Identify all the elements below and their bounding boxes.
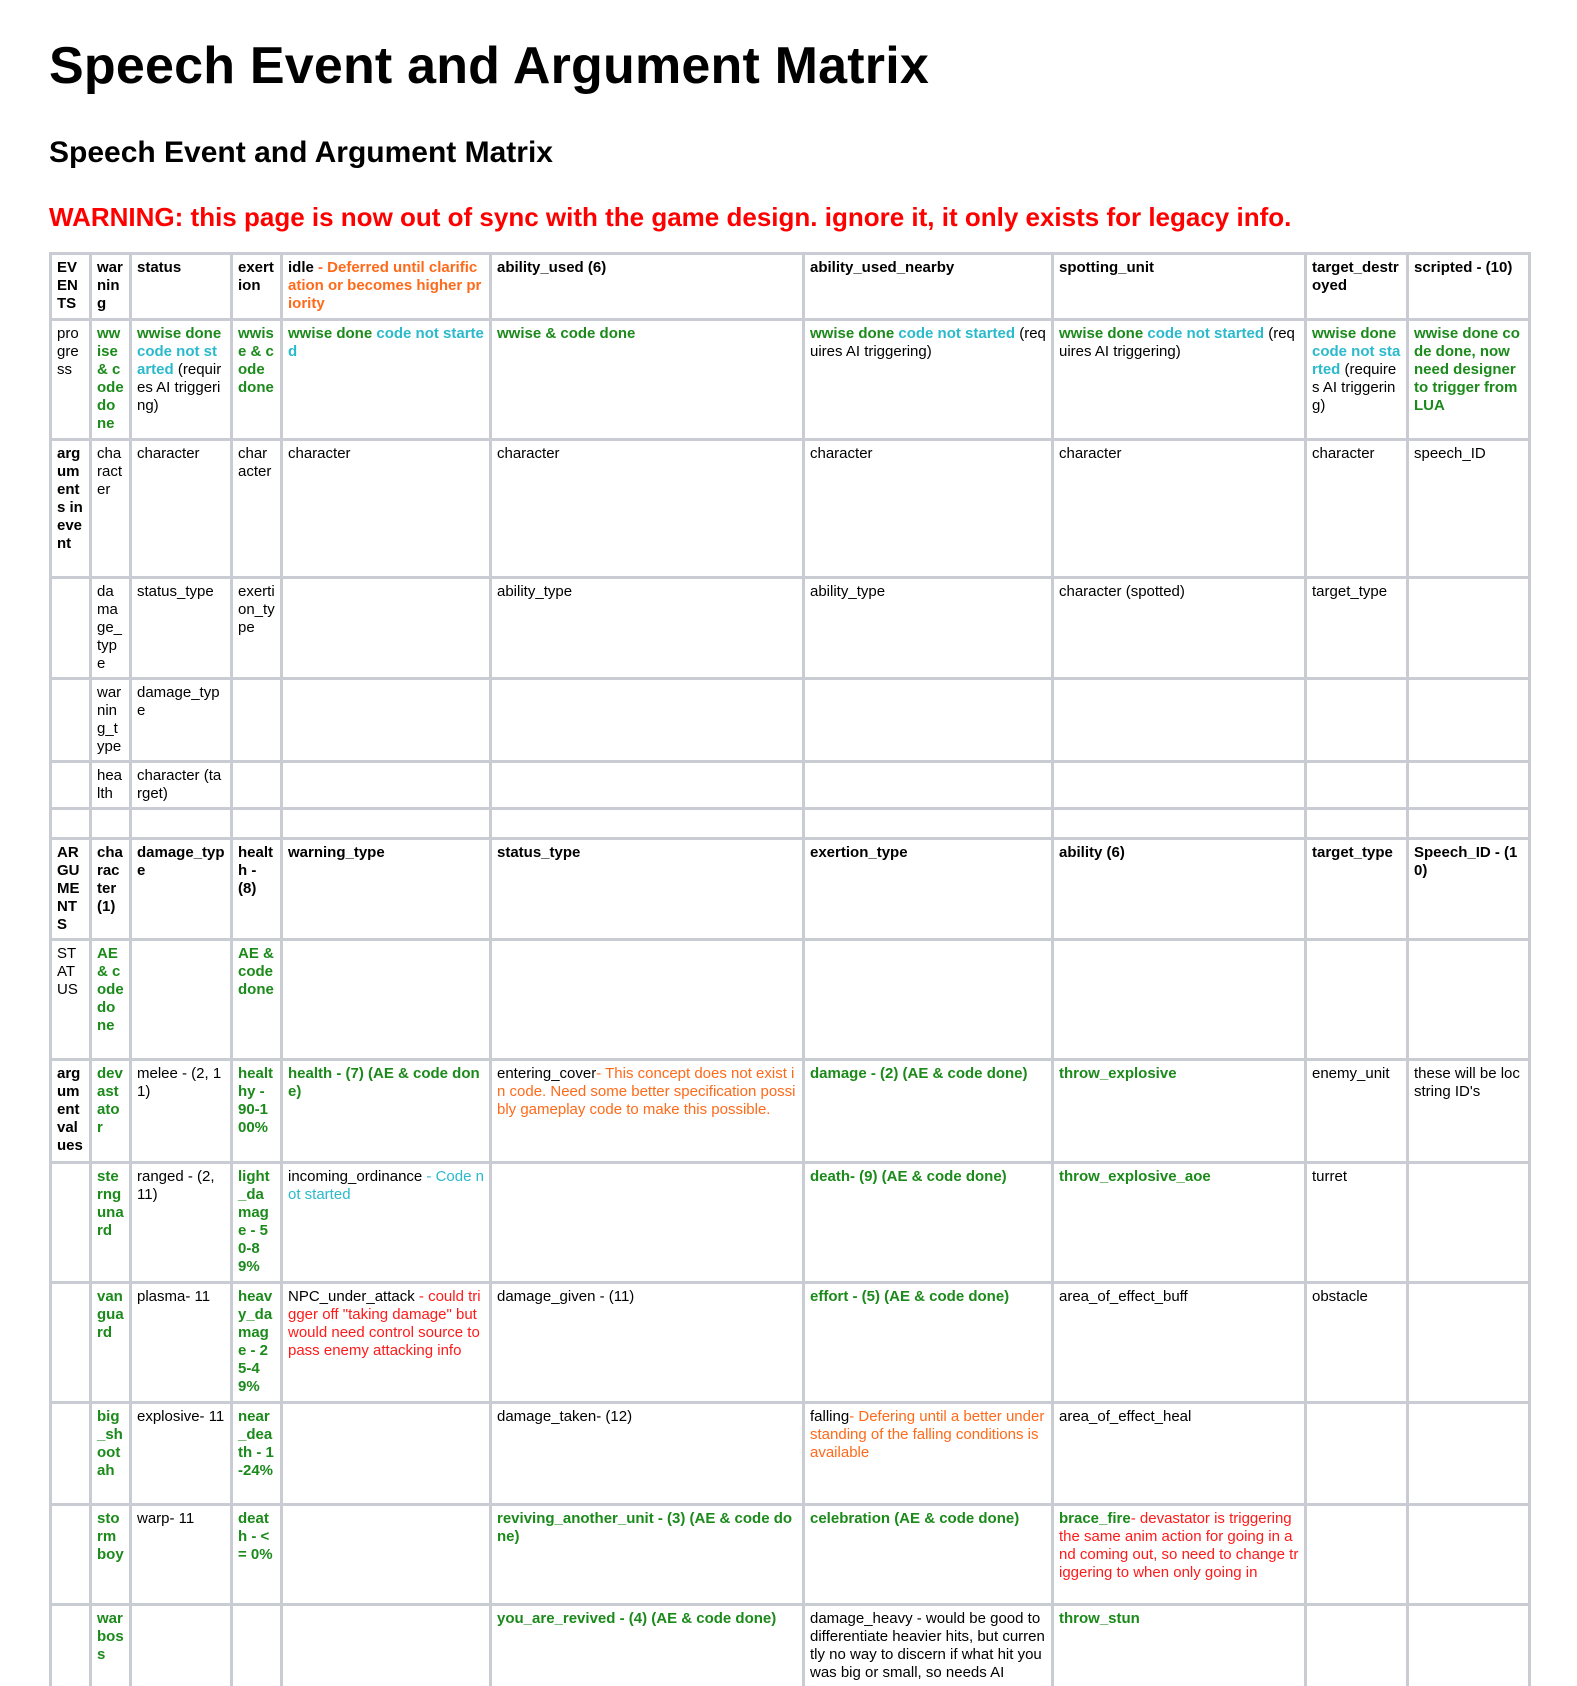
- table-cell: [1306, 254, 1408, 320]
- table-row: [51, 679, 1530, 762]
- cell-text: arguments in event: [57, 445, 83, 552]
- cell-text: character: [497, 445, 560, 462]
- table-cell: [282, 839, 491, 940]
- cell-text: speech_ID: [1414, 445, 1486, 462]
- table-cell: [91, 254, 131, 320]
- table-cell: [1306, 839, 1408, 940]
- cell-text: character: [97, 445, 123, 498]
- legacy-warning: WARNING: this page is now out of sync with the game design. ignore it, it only exists for legacy info.: [49, 202, 1292, 232]
- table-cell: [131, 679, 232, 762]
- cell-text: NPC_under_attack: [288, 1288, 415, 1305]
- cell-text: exertion_type: [810, 844, 908, 861]
- matrix-body: [51, 254, 1530, 1686]
- table-cell: [51, 578, 91, 679]
- cell-text: character: [1312, 445, 1375, 462]
- cell-text: code not started: [1143, 325, 1265, 342]
- table-cell: [282, 578, 491, 679]
- table-cell: [1306, 1403, 1408, 1505]
- table-cell: [91, 1283, 131, 1403]
- cell-text: ability_used_nearby: [810, 259, 955, 276]
- page-subtitle: Speech Event and Argument Matrix: [49, 136, 553, 169]
- table-cell: [51, 839, 91, 940]
- cell-text: effort - (5) (AE & code done): [810, 1288, 1010, 1305]
- table-cell: [491, 1163, 804, 1283]
- table-cell: [232, 679, 282, 762]
- table-cell: [491, 1605, 804, 1686]
- table-cell: [51, 809, 91, 839]
- table-cell: [91, 440, 131, 578]
- table-row: [51, 1403, 1530, 1505]
- cell-text: - Code not started: [288, 1168, 484, 1203]
- table-cell: [804, 940, 1053, 1060]
- cell-text: character: [1059, 445, 1122, 462]
- table-cell: [1306, 440, 1408, 578]
- table-cell: [232, 1283, 282, 1403]
- cell-text: warboss: [97, 1610, 124, 1663]
- table-cell: [1408, 940, 1530, 1060]
- cell-text: (requires AI triggering): [1312, 361, 1397, 414]
- speech-matrix-table: [49, 252, 1531, 1686]
- table-cell: [491, 1060, 804, 1163]
- cell-text: reviving_another_unit - (3) (AE & code done): [497, 1510, 793, 1545]
- table-cell: [91, 578, 131, 679]
- cell-text: target_type: [1312, 583, 1388, 600]
- table-cell: [282, 1283, 491, 1403]
- table-cell: [804, 1403, 1053, 1505]
- cell-text: code not started: [137, 343, 218, 378]
- table-cell: [232, 1060, 282, 1163]
- table-cell: [1306, 1163, 1408, 1283]
- cell-text: EVENTS: [57, 259, 78, 312]
- table-cell: [282, 320, 491, 440]
- table-cell: [91, 320, 131, 440]
- table-cell: [131, 1505, 232, 1605]
- page-title: Speech Event and Argument Matrix: [49, 37, 929, 95]
- table-cell: [131, 1283, 232, 1403]
- cell-text: progress: [57, 325, 79, 378]
- table-cell: [91, 1605, 131, 1686]
- cell-text: death - <= 0%: [238, 1510, 273, 1563]
- table-row: [51, 1505, 1530, 1605]
- cell-text: wwise done code done, now need designer to trigger from LUA: [1414, 325, 1520, 414]
- table-cell: [232, 320, 282, 440]
- table-cell: [282, 254, 491, 320]
- table-cell: [131, 762, 232, 809]
- cell-text: health: [97, 767, 123, 802]
- cell-text: plasma- 11: [137, 1288, 211, 1305]
- cell-text: sterngunard: [97, 1168, 124, 1239]
- table-cell: [1306, 578, 1408, 679]
- cell-text: Speech_ID - (10): [1414, 844, 1518, 879]
- table-cell: [804, 762, 1053, 809]
- table-cell: [804, 839, 1053, 940]
- table-cell: [232, 440, 282, 578]
- table-cell: [1053, 940, 1306, 1060]
- cell-text: status_type: [137, 583, 214, 600]
- table-cell: [1408, 1163, 1530, 1283]
- table-cell: [131, 839, 232, 940]
- cell-text: ranged - (2, 11): [137, 1168, 215, 1203]
- table-cell: [1306, 809, 1408, 839]
- cell-text: wwise & code done: [497, 325, 636, 342]
- table-cell: [1053, 578, 1306, 679]
- table-cell: [1408, 839, 1530, 940]
- cell-text: melee - (2, 11): [137, 1065, 222, 1100]
- cell-text: - could trigger off "taking damage" but would need control source to pass enemy attacking info: [288, 1288, 481, 1359]
- cell-text: AE & code done: [97, 945, 124, 1034]
- table-cell: [91, 1163, 131, 1283]
- cell-text: health - (7) (AE & code done): [288, 1065, 480, 1100]
- cell-text: throw_explosive_aoe: [1059, 1168, 1211, 1185]
- cell-text: ARGUMENTS: [57, 844, 80, 933]
- cell-text: damage_type: [97, 583, 123, 672]
- cell-text: area_of_effect_buff: [1059, 1288, 1188, 1305]
- table-cell: [131, 809, 232, 839]
- table-row: [51, 320, 1530, 440]
- table-cell: [491, 440, 804, 578]
- cell-text: wwise & code done: [97, 325, 124, 432]
- cell-text: obstacle: [1312, 1288, 1368, 1305]
- table-cell: [804, 809, 1053, 839]
- cell-text: character: [810, 445, 873, 462]
- table-cell: [282, 440, 491, 578]
- cell-text: character (spotted): [1059, 583, 1185, 600]
- table-cell: [51, 679, 91, 762]
- table-cell: [1306, 320, 1408, 440]
- cell-text: target_destroyed: [1312, 259, 1399, 294]
- table-cell: [232, 1163, 282, 1283]
- table-cell: [282, 809, 491, 839]
- cell-text: entering_cover: [497, 1065, 597, 1082]
- cell-text: - devastator is triggering the same anim action for going in and coming out, so need to change triggering to when only going in: [1059, 1510, 1299, 1581]
- cell-text: wwise done: [137, 325, 222, 342]
- table-cell: [232, 1505, 282, 1605]
- table-cell: [282, 679, 491, 762]
- table-cell: [1053, 1283, 1306, 1403]
- table-cell: [1408, 254, 1530, 320]
- table-cell: [282, 762, 491, 809]
- cell-text: throw_stun: [1059, 1610, 1140, 1627]
- table-cell: [131, 254, 232, 320]
- table-cell: [491, 762, 804, 809]
- table-cell: [491, 940, 804, 1060]
- table-cell: [1053, 762, 1306, 809]
- cell-text: character (1): [97, 844, 123, 915]
- cell-text: warp- 11: [137, 1510, 195, 1527]
- cell-text: you_are_revived - (4) (AE & code done): [497, 1610, 777, 1627]
- table-cell: [51, 440, 91, 578]
- table-row: [51, 839, 1530, 940]
- table-cell: [232, 762, 282, 809]
- table-cell: [91, 1505, 131, 1605]
- cell-text: ability_type: [497, 583, 573, 600]
- cell-text: - This concept does not exist in code. Need some better specification possibly gameplay code to make this possible.: [497, 1065, 796, 1118]
- cell-text: idle: [288, 259, 314, 276]
- cell-text: death- (9) (AE & code done): [810, 1168, 1007, 1185]
- table-cell: [1053, 1060, 1306, 1163]
- table-cell: [131, 578, 232, 679]
- cell-text: scripted - (10): [1414, 259, 1513, 276]
- table-cell: [804, 254, 1053, 320]
- cell-text: exertion_type: [238, 583, 275, 636]
- table-cell: [804, 1163, 1053, 1283]
- cell-text: damage_type: [137, 684, 220, 719]
- cell-text: ability (6): [1059, 844, 1125, 861]
- table-cell: [1053, 1505, 1306, 1605]
- cell-text: - Defering until a better understanding of the falling conditions is available: [810, 1408, 1045, 1461]
- table-cell: [91, 1403, 131, 1505]
- table-cell: [131, 1060, 232, 1163]
- cell-text: stormboy: [97, 1510, 124, 1563]
- table-cell: [1408, 762, 1530, 809]
- table-cell: [51, 1505, 91, 1605]
- cell-text: argument values: [57, 1065, 83, 1154]
- cell-text: ability_type: [810, 583, 886, 600]
- cell-text: code not started: [894, 325, 1016, 342]
- table-cell: [1053, 839, 1306, 940]
- table-cell: [1053, 440, 1306, 578]
- cell-text: heavy_damage - 25-49%: [238, 1288, 273, 1395]
- table-cell: [1306, 1505, 1408, 1605]
- table-cell: [131, 1163, 232, 1283]
- cell-text: explosive- 11: [137, 1408, 225, 1425]
- table-cell: [804, 1283, 1053, 1403]
- table-cell: [51, 940, 91, 1060]
- table-cell: [804, 320, 1053, 440]
- table-row: [51, 762, 1530, 809]
- cell-text: (requires AI triggering): [810, 325, 1046, 360]
- table-cell: [131, 1403, 232, 1505]
- cell-text: damage_heavy - would be good to differentiate heavier hits, but currently no way to discern if what hit you was big or small, so needs AI: [810, 1610, 1045, 1681]
- table-row: [51, 1283, 1530, 1403]
- cell-text: falling: [810, 1408, 850, 1425]
- cell-text: warning_type: [97, 684, 122, 755]
- table-row: [51, 1605, 1530, 1686]
- table-cell: [232, 1605, 282, 1686]
- table-cell: [282, 1403, 491, 1505]
- table-cell: [491, 578, 804, 679]
- table-cell: [232, 940, 282, 1060]
- table-cell: [232, 1403, 282, 1505]
- cell-text: character (target): [137, 767, 222, 802]
- table-cell: [282, 1505, 491, 1605]
- table-row: [51, 1060, 1530, 1163]
- table-cell: [491, 1283, 804, 1403]
- cell-text: wwise done: [810, 325, 895, 342]
- table-cell: [232, 809, 282, 839]
- table-cell: [1306, 1060, 1408, 1163]
- table-cell: [1408, 1283, 1530, 1403]
- table-cell: [1053, 1403, 1306, 1505]
- cell-text: health - (8): [238, 844, 274, 897]
- table-cell: [91, 1060, 131, 1163]
- table-cell: [282, 940, 491, 1060]
- cell-text: damage_taken- (12): [497, 1408, 633, 1425]
- table-cell: [131, 320, 232, 440]
- cell-text: big_shootah: [97, 1408, 123, 1479]
- cell-text: brace_fire: [1059, 1510, 1131, 1527]
- cell-text: throw_explosive: [1059, 1065, 1177, 1082]
- table-row: [51, 440, 1530, 578]
- table-row: [51, 809, 1530, 839]
- table-cell: [1408, 1505, 1530, 1605]
- table-cell: [804, 679, 1053, 762]
- table-row: [51, 940, 1530, 1060]
- table-cell: [131, 940, 232, 1060]
- cell-text: damage_given - (11): [497, 1288, 635, 1305]
- table-cell: [91, 839, 131, 940]
- table-cell: [1053, 679, 1306, 762]
- table-cell: [1306, 1605, 1408, 1686]
- table-cell: [1053, 320, 1306, 440]
- table-cell: [232, 254, 282, 320]
- table-cell: [91, 679, 131, 762]
- cell-text: STATUS: [57, 945, 78, 998]
- cell-text: spotting_unit: [1059, 259, 1154, 276]
- cell-text: enemy_unit: [1312, 1065, 1390, 1082]
- cell-text: damage_type: [137, 844, 225, 879]
- table-cell: [51, 762, 91, 809]
- cell-text: code not started: [288, 325, 484, 360]
- cell-text: code not started: [1312, 343, 1401, 378]
- cell-text: wwise done: [1312, 325, 1397, 342]
- table-cell: [804, 440, 1053, 578]
- table-cell: [1306, 762, 1408, 809]
- table-cell: [1306, 1283, 1408, 1403]
- table-cell: [232, 839, 282, 940]
- table-cell: [51, 1060, 91, 1163]
- cell-text: area_of_effect_heal: [1059, 1408, 1192, 1425]
- table-cell: [282, 1605, 491, 1686]
- cell-text: these will be loc string ID's: [1414, 1065, 1520, 1100]
- cell-text: status_type: [497, 844, 581, 861]
- table-cell: [51, 254, 91, 320]
- table-cell: [1053, 809, 1306, 839]
- cell-text: character: [137, 445, 200, 462]
- cell-text: exertion: [238, 259, 274, 294]
- table-row: [51, 1163, 1530, 1283]
- table-cell: [1408, 440, 1530, 578]
- cell-text: wwise & code done: [238, 325, 274, 396]
- table-cell: [91, 762, 131, 809]
- table-cell: [1408, 1403, 1530, 1505]
- table-cell: [491, 254, 804, 320]
- table-row: [51, 578, 1530, 679]
- cell-text: AE & code done: [238, 945, 274, 998]
- table-cell: [131, 440, 232, 578]
- table-cell: [91, 809, 131, 839]
- cell-text: turret: [1312, 1168, 1348, 1185]
- table-cell: [282, 1163, 491, 1283]
- table-cell: [51, 1605, 91, 1686]
- table-cell: [232, 578, 282, 679]
- cell-text: incoming_ordinance: [288, 1168, 423, 1185]
- cell-text: near_death - 1-24%: [238, 1408, 274, 1479]
- table-cell: [804, 1505, 1053, 1605]
- cell-text: status: [137, 259, 182, 276]
- table-row: [51, 254, 1530, 320]
- table-cell: [1053, 1605, 1306, 1686]
- table-cell: [1408, 809, 1530, 839]
- cell-text: light_damage - 50-89%: [238, 1168, 270, 1275]
- table-cell: [51, 1283, 91, 1403]
- table-cell: [1306, 679, 1408, 762]
- table-cell: [491, 320, 804, 440]
- table-cell: [131, 1605, 232, 1686]
- table-cell: [804, 1060, 1053, 1163]
- cell-text: celebration (AE & code done): [810, 1510, 1020, 1527]
- cell-text: wwise done: [1059, 325, 1144, 342]
- table-cell: [51, 320, 91, 440]
- cell-text: wwise done: [288, 325, 373, 342]
- table-cell: [491, 839, 804, 940]
- table-cell: [491, 809, 804, 839]
- table-cell: [1306, 940, 1408, 1060]
- cell-text: (requires AI triggering): [1059, 325, 1295, 360]
- table-cell: [1408, 1060, 1530, 1163]
- table-cell: [1408, 320, 1530, 440]
- table-cell: [1053, 254, 1306, 320]
- cell-text: warning_type: [288, 844, 385, 861]
- cell-text: character: [288, 445, 351, 462]
- table-cell: [1408, 578, 1530, 679]
- table-cell: [804, 1605, 1053, 1686]
- cell-text: warning: [97, 259, 123, 312]
- cell-text: character: [238, 445, 272, 480]
- table-cell: [491, 679, 804, 762]
- table-cell: [282, 1060, 491, 1163]
- table-cell: [804, 578, 1053, 679]
- cell-text: (requires AI triggering): [137, 361, 222, 414]
- table-cell: [1408, 1605, 1530, 1686]
- table-cell: [491, 1403, 804, 1505]
- table-cell: [491, 1505, 804, 1605]
- cell-text: healthy - 90-100%: [238, 1065, 274, 1136]
- cell-text: ability_used (6): [497, 259, 607, 276]
- cell-text: vanguard: [97, 1288, 124, 1341]
- cell-text: damage - (2) (AE & code done): [810, 1065, 1028, 1082]
- cell-text: devastator: [97, 1065, 123, 1136]
- table-cell: [51, 1163, 91, 1283]
- table-cell: [51, 1403, 91, 1505]
- cell-text: target_type: [1312, 844, 1393, 861]
- table-cell: [1408, 679, 1530, 762]
- table-cell: [1053, 1163, 1306, 1283]
- cell-text: - Deferred until clarification or becomes higher priority: [288, 259, 482, 312]
- table-cell: [91, 940, 131, 1060]
